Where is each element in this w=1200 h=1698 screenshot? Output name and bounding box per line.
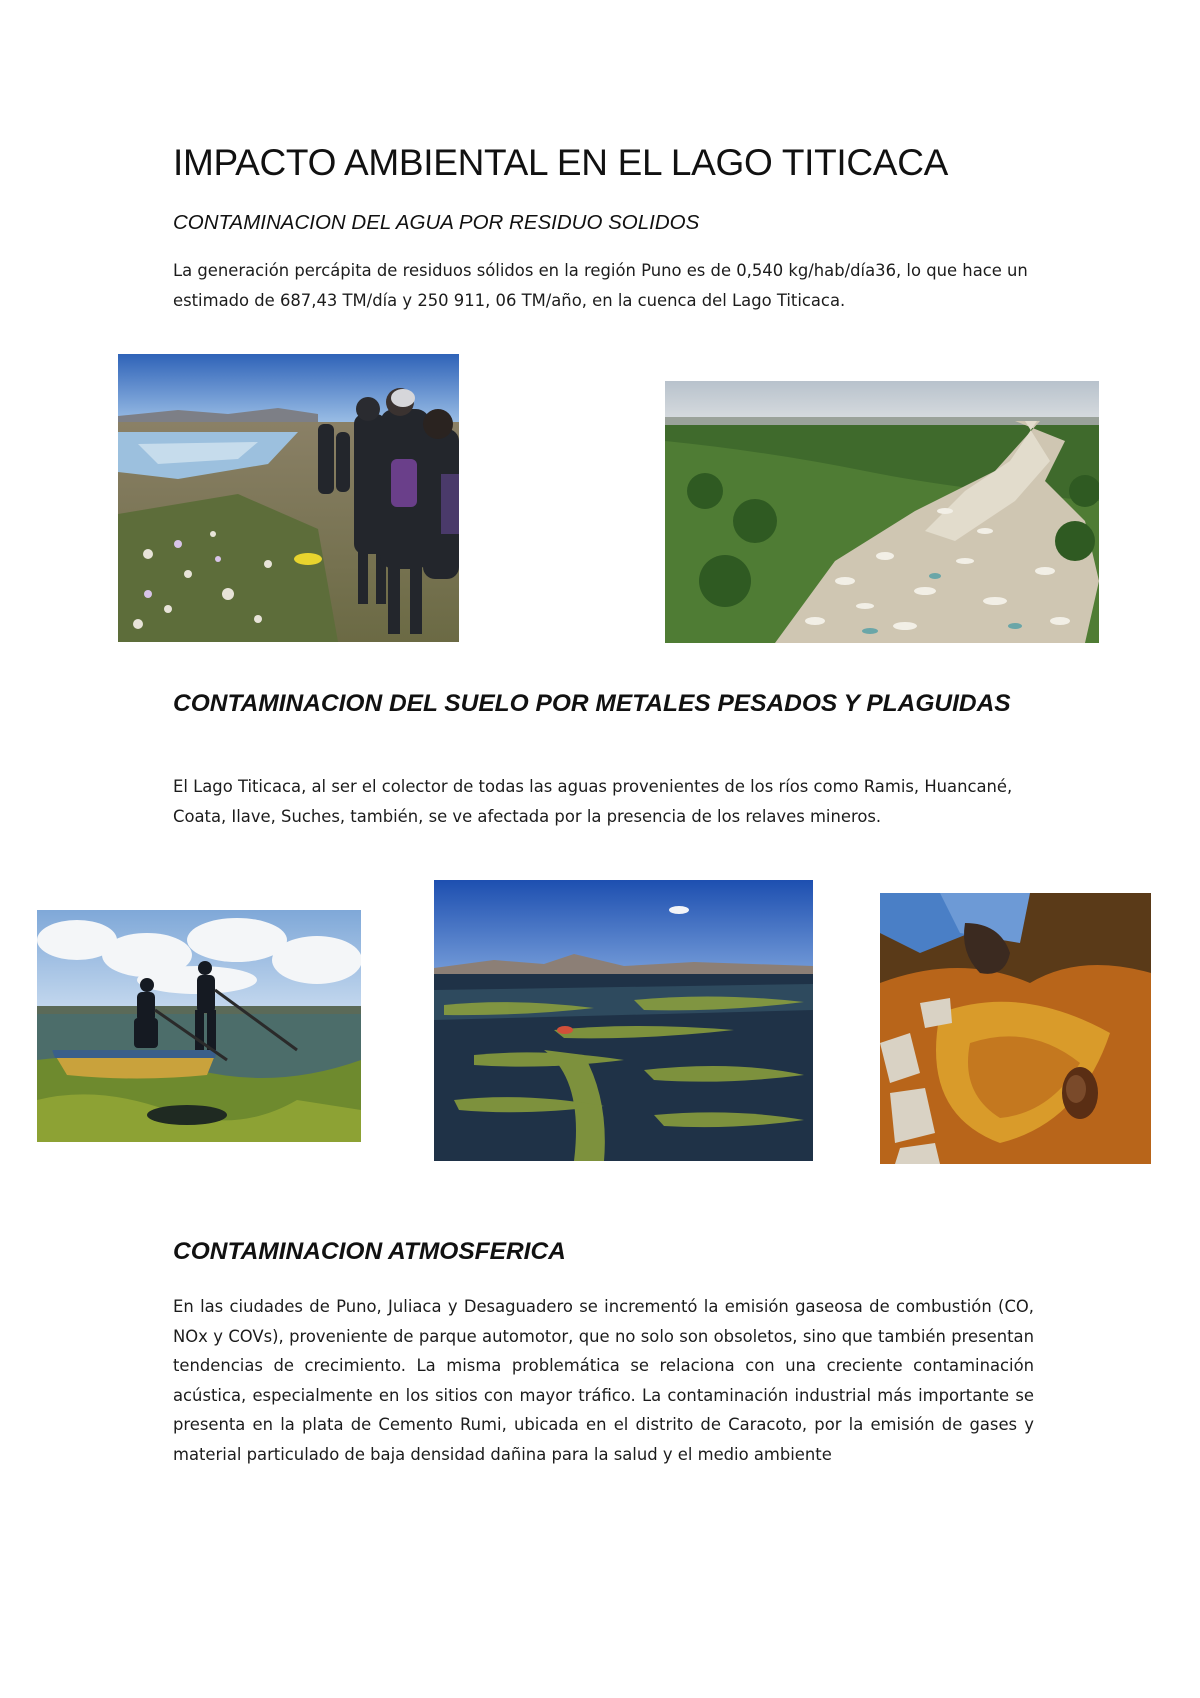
section-water-heading: CONTAMINACION DEL AGUA POR RESIDUO SOLIDOS	[173, 211, 700, 234]
document-title: IMPACTO AMBIENTAL EN EL LAGO TITICACA	[173, 142, 948, 183]
section-soil-heading: CONTAMINACION DEL SUELO POR METALES PESADOS Y PLAGUIDAS	[173, 690, 1011, 717]
photo-boat-algae	[37, 910, 361, 1142]
photo-shore-garbage	[118, 354, 459, 642]
section-water-paragraph: La generación percápita de residuos sólidos en la región Puno es de 0,540 kg/hab/día36, lo que hace un estimado de 687,43 TM/día y 250 911, 06 TM/año, en la cuenca del Lago Titicaca.	[173, 261, 1028, 310]
section-air-paragraph: En las ciudades de Puno, Juliaca y Desaguadero se incrementó la emisión gaseosa de combustión (CO, NOx y COVs), proveniente de parque automotor, que no solo son obsoletos, sino que también presentan tendencias de crecimiento. La misma problemática se relaciona con una creciente contaminación acústica, especialmente en los sitios con mayor tráfico. La contaminación industrial más importante se presenta en la plata de Cemento Rumi, ubicada en el distrito de Caracoto, por la emisión de gases y material particulado de baja densidad dañina para la salud y el medio ambiente	[173, 1297, 1034, 1464]
photo-bottle-channel	[665, 381, 1099, 643]
section-air-heading: CONTAMINACION ATMOSFERICA	[173, 1238, 566, 1265]
photo-lake-algae-bloom	[434, 880, 813, 1161]
photo-mining-runoff	[880, 893, 1151, 1164]
section-soil-paragraph: El Lago Titicaca, al ser el colector de todas las aguas provenientes de los ríos como Ramis, Huancané, Coata, Ilave, Suches, también, se ve afectada por la presencia de los relaves mineros.	[173, 777, 1013, 826]
